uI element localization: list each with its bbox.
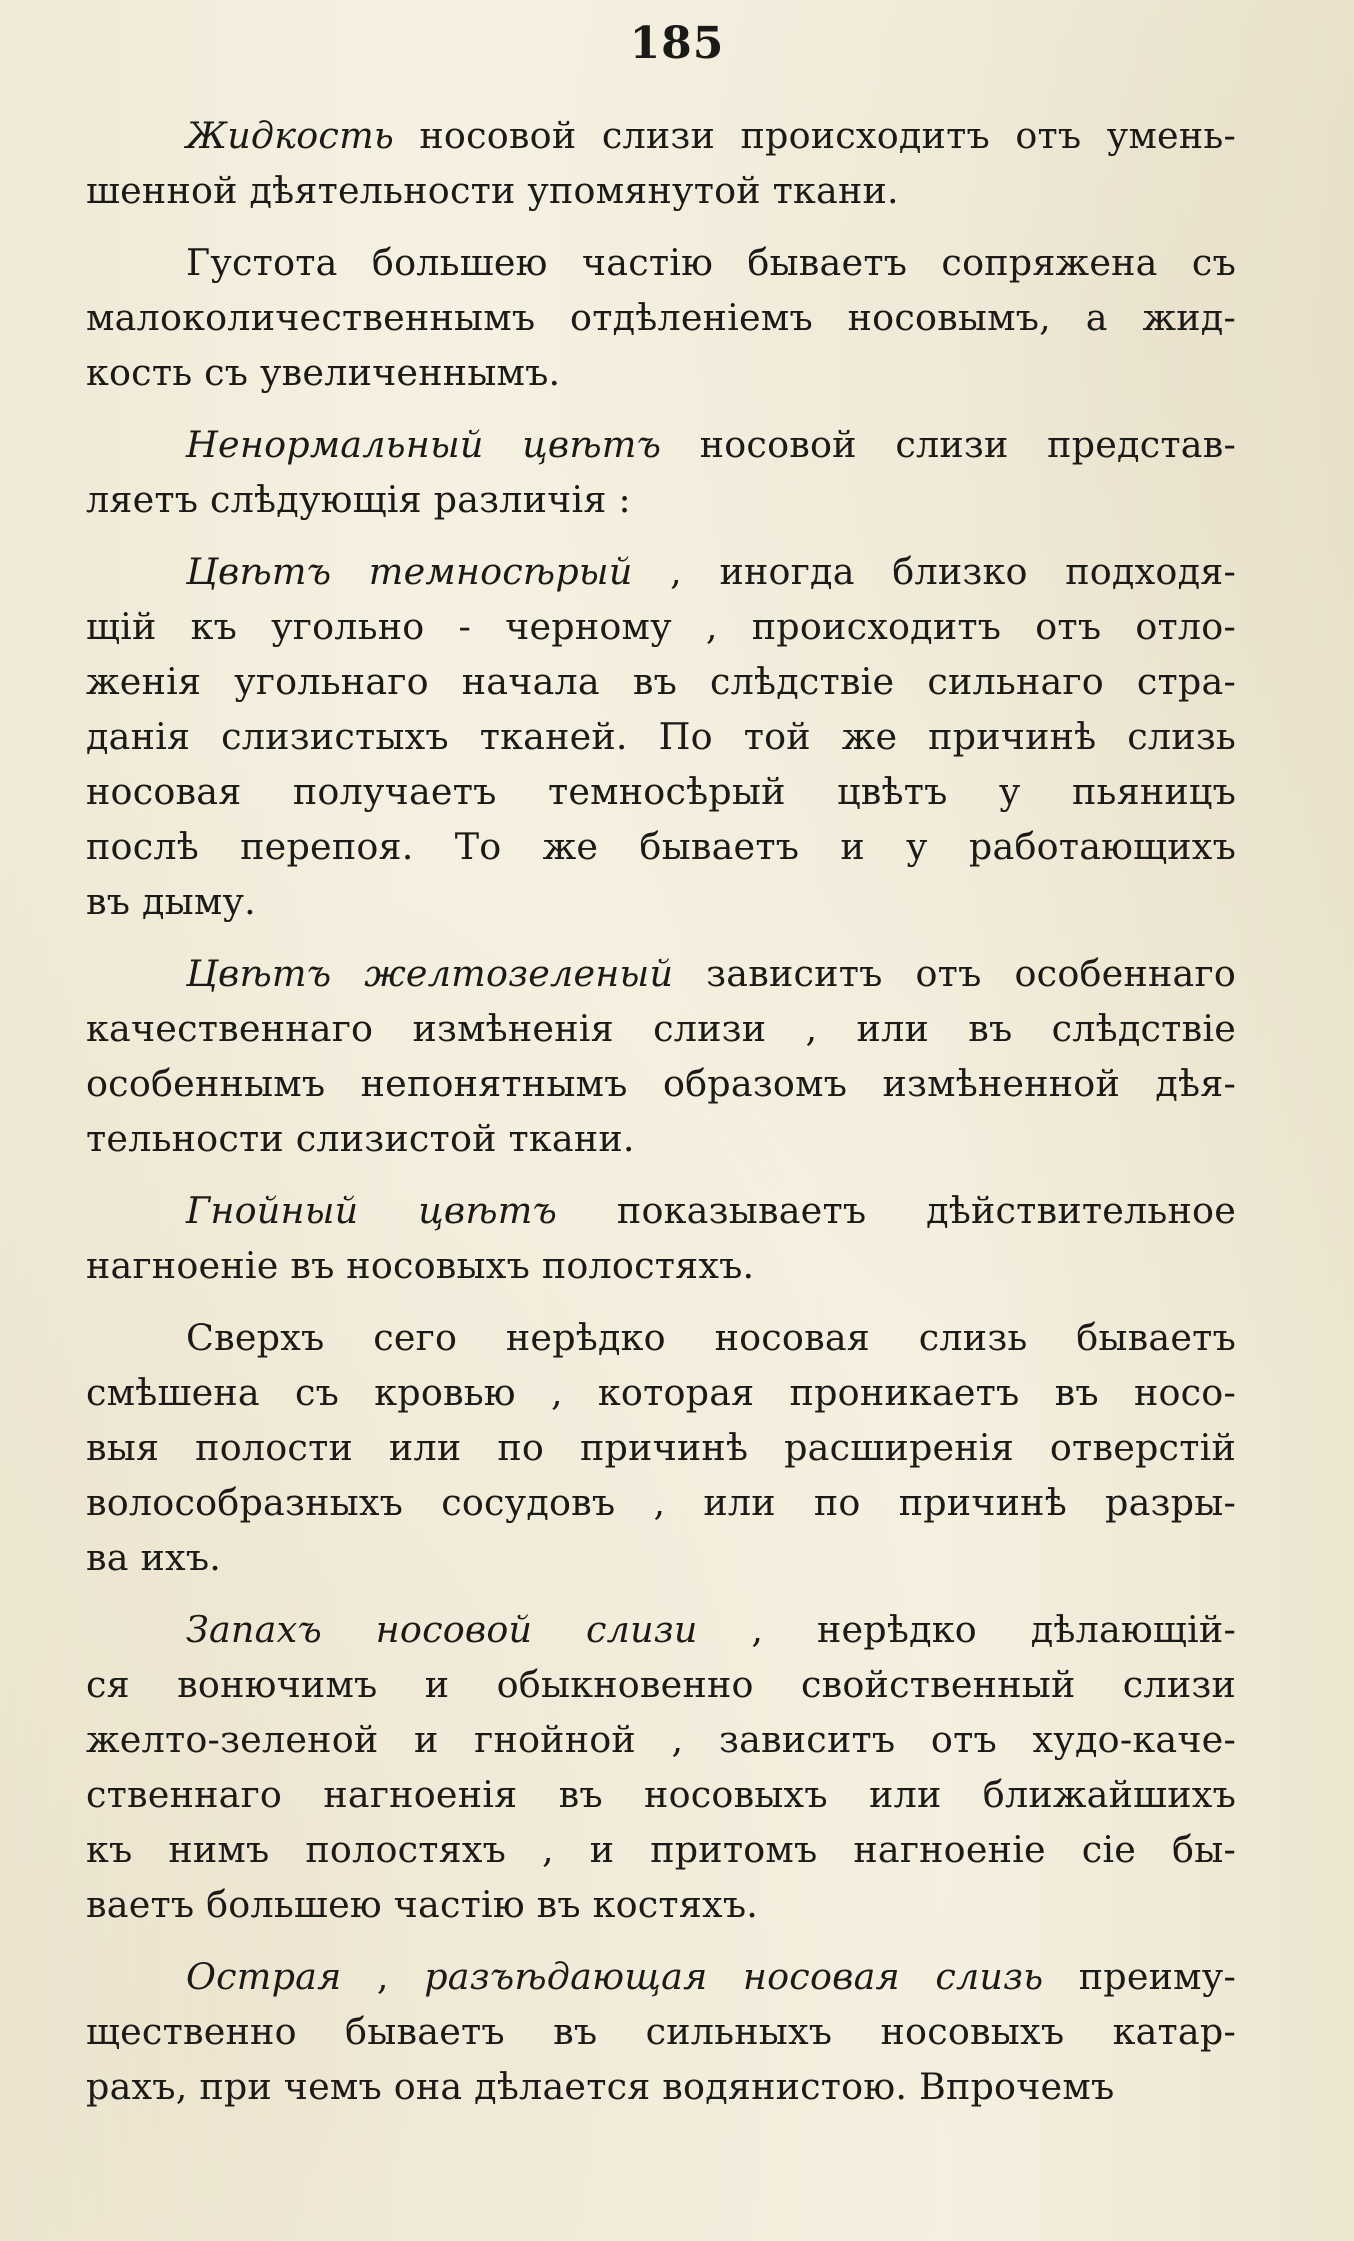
text-segment: щественно бываетъ въ сильныхъ носовыхъ катар- bbox=[86, 2010, 1236, 2053]
text-segment: преиму- bbox=[1043, 1955, 1236, 1998]
text-line bbox=[86, 654, 1236, 709]
text-line bbox=[86, 599, 1236, 654]
text-line bbox=[86, 1822, 1236, 1877]
italic-term: Цвѣтъ желтозеленый bbox=[186, 952, 674, 995]
text-segment: выя полости или по причинѣ расширенія отверстій bbox=[86, 1426, 1236, 1469]
text-segment: носовой слизи представ- bbox=[661, 423, 1236, 466]
paragraph bbox=[86, 1310, 1236, 1585]
text-segment: качественнаго измѣненія слизи , или въ слѣдствіе bbox=[86, 1007, 1236, 1050]
text-segment: ляетъ слѣдующія различія : bbox=[86, 478, 631, 521]
paragraph bbox=[86, 1183, 1236, 1293]
text-segment: особеннымъ непонятнымъ образомъ измѣненной дѣя- bbox=[86, 1062, 1236, 1105]
text-line bbox=[86, 1056, 1236, 1111]
text-line bbox=[86, 472, 1236, 527]
text-line bbox=[86, 1183, 1236, 1238]
text-line bbox=[86, 819, 1236, 874]
text-segment: данія слизистыхъ тканей. По той же причинѣ слизь bbox=[86, 715, 1236, 758]
text-segment: въ дыму. bbox=[86, 880, 256, 923]
paragraph bbox=[86, 235, 1236, 400]
text-line bbox=[86, 108, 1236, 163]
italic-term: Гнойный цвѣтъ bbox=[186, 1189, 558, 1232]
text-line bbox=[86, 544, 1236, 599]
text-line bbox=[86, 1530, 1236, 1585]
paragraph bbox=[86, 1949, 1236, 2114]
text-line bbox=[86, 235, 1236, 290]
text-line bbox=[86, 1001, 1236, 1056]
text-segment: щій къ угольно - черному , происходитъ отъ отло- bbox=[86, 605, 1236, 648]
text-line bbox=[86, 2059, 1236, 2114]
text-line bbox=[86, 1602, 1236, 1657]
text-segment: зависитъ отъ особеннаго bbox=[673, 952, 1236, 995]
text-segment: показываетъ дѣйствительное bbox=[557, 1189, 1237, 1232]
text-line bbox=[86, 1767, 1236, 1822]
text-line bbox=[86, 1310, 1236, 1365]
text-segment: тельности слизистой ткани. bbox=[86, 1117, 635, 1160]
text-line bbox=[86, 1365, 1236, 1420]
body-text bbox=[86, 108, 1236, 2131]
text-segment: желто-зеленой и гнойной , зависитъ отъ худо-каче- bbox=[86, 1718, 1236, 1761]
text-line bbox=[86, 163, 1236, 218]
text-segment: Густота большею частію бываетъ сопряжена съ bbox=[186, 241, 1236, 284]
text-line bbox=[86, 764, 1236, 819]
italic-term: Острая bbox=[186, 1955, 342, 1998]
text-segment: нагноеніе въ носовыхъ полостяхъ. bbox=[86, 1244, 755, 1287]
text-line bbox=[86, 1238, 1236, 1293]
text-segment: малоколичественнымъ отдѣленіемъ носовымъ, а жид- bbox=[86, 296, 1236, 339]
text-line bbox=[86, 1420, 1236, 1475]
text-line bbox=[86, 1949, 1236, 2004]
text-segment: кость съ увеличеннымъ. bbox=[86, 351, 561, 394]
italic-term: Запахъ носовой слизи bbox=[186, 1608, 698, 1651]
text-line bbox=[86, 290, 1236, 345]
italic-term: Ненормальный цвѣтъ bbox=[186, 423, 662, 466]
paragraph bbox=[86, 108, 1236, 218]
text-segment: , bbox=[341, 1955, 425, 1998]
text-line bbox=[86, 345, 1236, 400]
text-line bbox=[86, 1877, 1236, 1932]
text-segment: носовая получаетъ темносѣрый цвѣтъ у пьяницъ bbox=[86, 770, 1236, 813]
text-segment: ваетъ большею частію въ костяхъ. bbox=[86, 1883, 759, 1926]
paragraph bbox=[86, 417, 1236, 527]
italic-term: Жидкость bbox=[186, 114, 394, 157]
text-line bbox=[86, 1475, 1236, 1530]
text-line bbox=[86, 1657, 1236, 1712]
text-segment: , иногда близко подходя- bbox=[632, 550, 1236, 593]
text-segment: Сверхъ сего нерѣдко носовая слизь бываетъ bbox=[186, 1316, 1236, 1359]
text-segment: рахъ, при чемъ она дѣлается водянистою. Впрочемъ bbox=[86, 2065, 1115, 2108]
text-segment: шенной дѣятельности упомянутой ткани. bbox=[86, 169, 899, 212]
text-segment: носовой слизи происходитъ отъ умень- bbox=[393, 114, 1236, 157]
text-segment: ственнаго нагноенія въ носовыхъ или ближайшихъ bbox=[86, 1773, 1236, 1816]
text-segment: женія угольнаго начала въ слѣдствіе сильнаго стра- bbox=[86, 660, 1236, 703]
text-line bbox=[86, 1712, 1236, 1767]
paragraph bbox=[86, 1602, 1236, 1932]
text-line bbox=[86, 946, 1236, 1001]
text-segment: , нерѣдко дѣлающій- bbox=[697, 1608, 1236, 1651]
text-segment: ва ихъ. bbox=[86, 1536, 222, 1579]
text-segment: смѣшена съ кровью , которая проникаетъ въ носо- bbox=[86, 1371, 1236, 1414]
paragraph bbox=[86, 544, 1236, 929]
italic-term: Цвѣтъ темносѣрый bbox=[186, 550, 633, 593]
text-line bbox=[86, 709, 1236, 764]
text-segment: послѣ перепоя. То же бываетъ и у работающихъ bbox=[86, 825, 1236, 868]
text-segment: волособразныхъ сосудовъ , или по причинѣ разры- bbox=[86, 1481, 1236, 1524]
page-number: 185 bbox=[629, 18, 725, 69]
text-line bbox=[86, 1111, 1236, 1166]
text-segment: ся вонючимъ и обыкновенно свойственный слизи bbox=[86, 1663, 1236, 1706]
text-line bbox=[86, 874, 1236, 929]
text-segment: къ нимъ полостяхъ , и притомъ нагноеніе сіе бы- bbox=[86, 1828, 1236, 1871]
text-line bbox=[86, 2004, 1236, 2059]
paragraph bbox=[86, 946, 1236, 1166]
italic-term: разъѣдающая носовая слизь bbox=[424, 1955, 1044, 1998]
text-line bbox=[86, 417, 1236, 472]
